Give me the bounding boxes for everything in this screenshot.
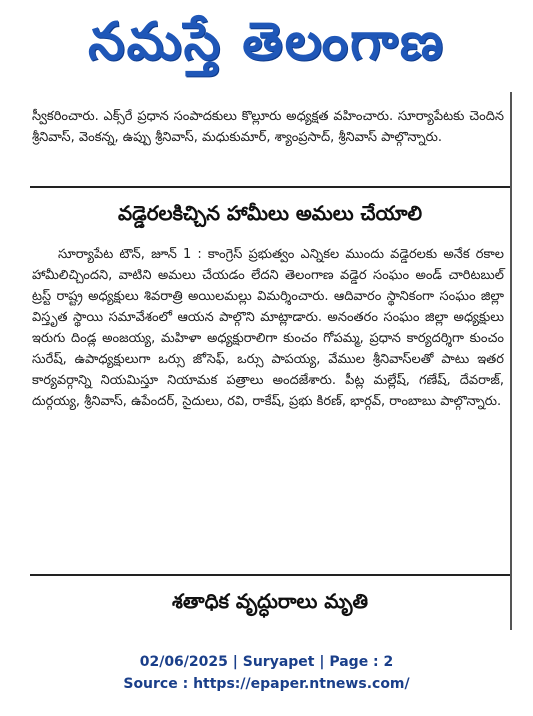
column-rule: [510, 92, 512, 630]
newspaper-logo: నమస్తే తెలంగాణ: [88, 12, 445, 72]
edition-dateline: 02/06/2025 | Suryapet | Page : 2: [139, 654, 394, 670]
headline-top-rule: [30, 186, 510, 188]
next-article-rule: [30, 574, 510, 576]
article-headline: వడ్డెరలకిచ్చిన హామీలు అమలు చేయాలి: [117, 201, 423, 225]
news-clipping: [30, 90, 510, 630]
source-link[interactable]: Source : https://epaper.ntnews.com/: [123, 676, 410, 692]
article-body: సూర్యాపేట టౌన్, జూన్ 1 : కాంగ్రెస్ ప్రభుత్వం ఎన్నికల ముందు వడ్డెరలకు అనేక రకాల హామీలిచ్చిందని, వాటిని అమలు చేయడం లేదని తెలంగాణ వడ్డెర సంఘం అండ్ చారిటబుల్ ట్రస్ట్ రాష్ట్ర అధ్యక్షులు శివరాత్రి అయిలమల్లు విమర్శించారు. ఆదివారం స్థానికంగా సంఘం జిల్లా విస్తృత స్థాయి సమావేశంలో ఆయన పాల్గొని మాట్లాడారు. అనంతరం సంఘం జిల్లా అధ్యక్షులు ఇరుగు దిండ్ల అంజయ్య, మహిళా అధ్యక్షురాలిగా కుంచం గోపమ్మ, ప్రధాన కార్యదర్శిగా కుంచం సురేష్, ఉపాధ్యక్షులుగా ఒర్సు జోసెఫ్, ఒర్సు పాపయ్య, వేముల శ్రీనివాస్‌లతో పాటు ఇతర కార్యవర్గాన్ని నియమిస్తూ నియామక పత్రాలు అందజేశారు. పీట్ల మల్లేష్, గణేష్, దేవరాజ్, దుర్గయ్య, శ్రీనివాస్, ఉపేందర్, సైదులు, రవి, రాకేష్, ప్రభు కిరణ్, భార్గవ్, రాంబాబు పాల్గొన్నారు.: [32, 247, 504, 409]
previous-article-tail: స్వీకరించారు. ఎక్స్‌రే ప్రధాన సంపాదకులు కొల్లూరు అధ్యక్షత వహించారు. సూర్యాపేటకు చెందిన శ్రీనివాస్, వెంకన్న, ఉప్పు శ్రీనివాస్, మధుకుమార్, శ్యాంప్రసాద్, శ్రీనివాస్ పాల్గొన్నారు.: [32, 109, 504, 145]
masthead: [0, 0, 533, 84]
next-article-headline: శతాధిక వృద్ధురాలు మృతి: [171, 589, 368, 613]
